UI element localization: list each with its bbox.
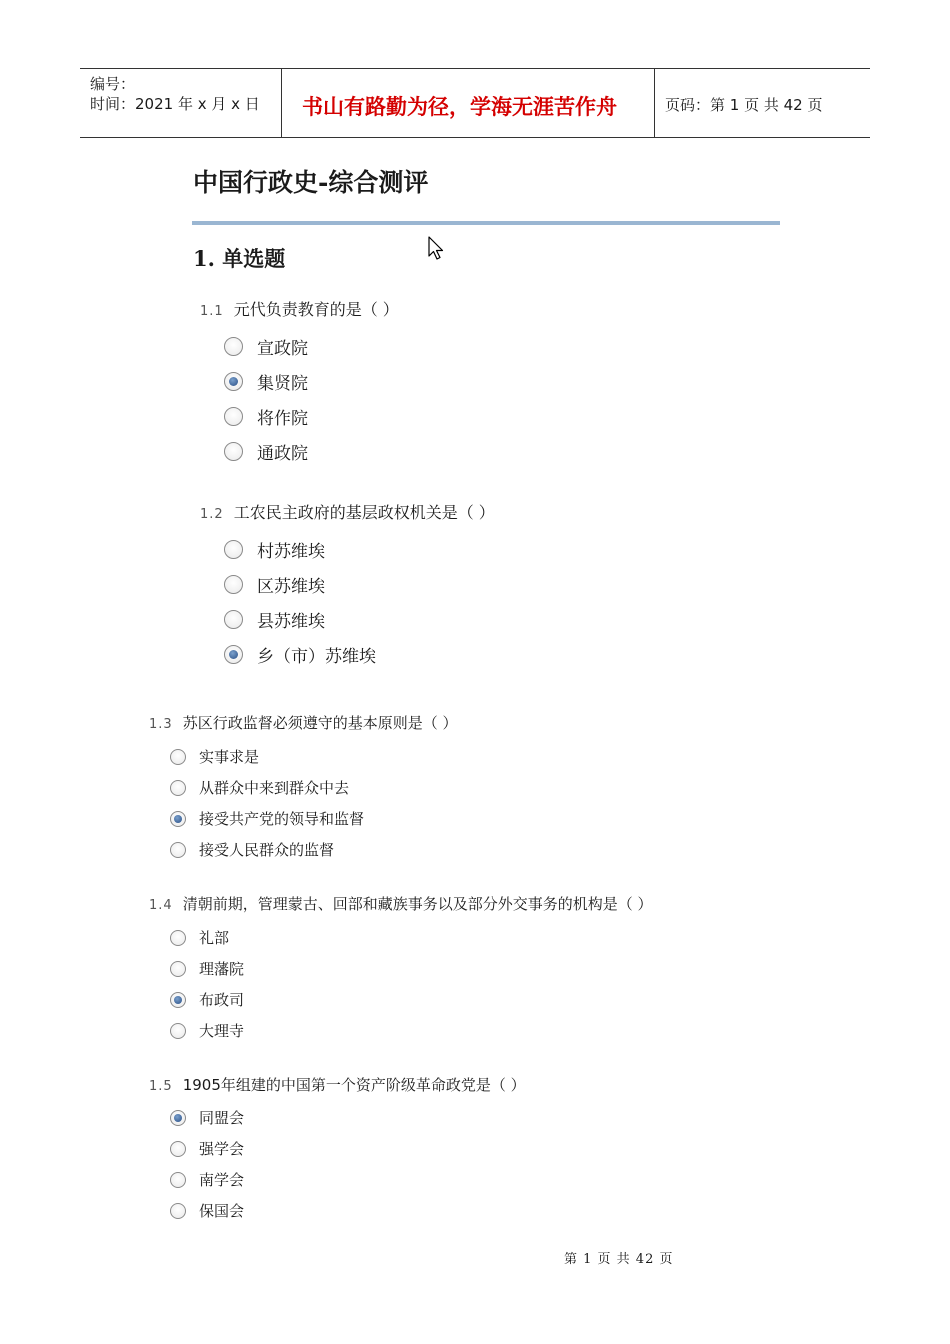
question-4-option-4[interactable] xyxy=(170,1020,244,1041)
question-1 xyxy=(200,297,399,320)
question-5-option-3[interactable] xyxy=(170,1169,244,1190)
question-4 xyxy=(149,893,652,914)
radio-unselected-icon[interactable] xyxy=(170,780,186,796)
document-date: 时间：2021 年 x 月 x 日 xyxy=(90,95,260,113)
question-number: 1.3 xyxy=(149,717,173,732)
option-label: 同盟会 xyxy=(199,1109,245,1127)
option-label: 保国会 xyxy=(199,1202,245,1220)
option-label: 乡（市）苏维埃 xyxy=(257,647,376,667)
radio-unselected-icon[interactable] xyxy=(170,1172,186,1188)
question-3-option-2[interactable] xyxy=(170,777,349,798)
page-title: 中国行政史-综合测评 xyxy=(193,168,429,197)
question-text: 工农民主政府的基层政权机关是（ ） xyxy=(233,503,495,522)
radio-selected-icon[interactable] xyxy=(224,372,243,391)
question-5 xyxy=(149,1074,526,1095)
page-info: 页码：第 1 页 共 42 页 xyxy=(665,96,823,114)
radio-unselected-icon[interactable] xyxy=(224,575,243,594)
option-label: 实事求是 xyxy=(199,748,260,766)
question-5-option-4[interactable] xyxy=(170,1200,244,1221)
question-2-option-3[interactable] xyxy=(224,607,325,632)
radio-unselected-icon[interactable] xyxy=(170,1203,186,1219)
question-1-option-3[interactable] xyxy=(224,404,308,429)
question-2-option-1[interactable] xyxy=(224,537,325,562)
option-label: 县苏维埃 xyxy=(257,612,325,632)
option-label: 接受人民群众的监督 xyxy=(199,841,335,859)
radio-unselected-icon[interactable] xyxy=(170,961,186,977)
option-label: 大理寺 xyxy=(199,1022,245,1040)
option-label: 接受共产党的领导和监督 xyxy=(199,810,365,828)
option-label: 从群众中来到群众中去 xyxy=(199,779,350,797)
radio-unselected-icon[interactable] xyxy=(224,610,243,629)
question-number: 1.2 xyxy=(200,507,224,522)
header-page-cell xyxy=(655,69,870,137)
radio-unselected-icon[interactable] xyxy=(170,1023,186,1039)
radio-selected-icon[interactable] xyxy=(170,1110,186,1126)
question-text: 1905年组建的中国第一个资产阶级革命政党是（ ） xyxy=(182,1076,526,1094)
radio-unselected-icon[interactable] xyxy=(170,1141,186,1157)
question-4-option-1[interactable] xyxy=(170,927,229,948)
question-5-option-1[interactable] xyxy=(170,1107,244,1128)
question-2 xyxy=(200,500,495,523)
question-4-option-2[interactable] xyxy=(170,958,244,979)
document-header xyxy=(80,68,870,138)
question-number: 1.5 xyxy=(149,1079,173,1094)
radio-unselected-icon[interactable] xyxy=(224,407,243,426)
question-number: 1.4 xyxy=(149,898,173,913)
radio-unselected-icon[interactable] xyxy=(224,442,243,461)
header-meta-cell xyxy=(80,69,282,137)
question-text: 元代负责教育的是（ ） xyxy=(233,300,399,319)
question-1-option-1[interactable] xyxy=(224,334,308,359)
question-1-option-2[interactable] xyxy=(224,369,308,394)
question-3-option-3[interactable] xyxy=(170,808,364,829)
question-1-option-4[interactable] xyxy=(224,439,308,464)
document-number-label: 编号： xyxy=(90,75,136,93)
title-divider xyxy=(192,221,780,225)
radio-selected-icon[interactable] xyxy=(170,992,186,1008)
radio-selected-icon[interactable] xyxy=(170,811,186,827)
question-number: 1.1 xyxy=(200,304,224,319)
question-text: 清朝前期，管理蒙古、回部和藏族事务以及部分外交事务的机构是（ ） xyxy=(182,895,653,913)
option-label: 布政司 xyxy=(199,991,245,1009)
option-label: 村苏维埃 xyxy=(257,542,325,562)
radio-unselected-icon[interactable] xyxy=(170,842,186,858)
radio-unselected-icon[interactable] xyxy=(224,337,243,356)
page-footer: 第 1 页 共 42 页 xyxy=(564,1252,674,1267)
option-label: 南学会 xyxy=(199,1171,245,1189)
question-3 xyxy=(149,712,457,733)
radio-unselected-icon[interactable] xyxy=(224,540,243,559)
option-label: 礼部 xyxy=(199,929,230,947)
radio-unselected-icon[interactable] xyxy=(170,930,186,946)
radio-selected-icon[interactable] xyxy=(224,645,243,664)
option-label: 理藩院 xyxy=(199,960,245,978)
question-2-option-4[interactable] xyxy=(224,642,376,667)
option-label: 集贤院 xyxy=(257,374,308,394)
question-text: 苏区行政监督必须遵守的基本原则是（ ） xyxy=(182,714,458,732)
motto: 书山有路勤为径，学海无涯苦作舟 xyxy=(302,94,617,119)
question-5-option-2[interactable] xyxy=(170,1138,244,1159)
option-label: 宣政院 xyxy=(257,339,308,359)
question-4-option-3[interactable] xyxy=(170,989,244,1010)
question-2-option-2[interactable] xyxy=(224,572,325,597)
section-heading: 1. 单选题 xyxy=(193,246,286,271)
radio-unselected-icon[interactable] xyxy=(170,749,186,765)
mouse-cursor-icon xyxy=(428,236,446,262)
option-label: 强学会 xyxy=(199,1140,245,1158)
option-label: 通政院 xyxy=(257,444,308,464)
header-motto-cell xyxy=(282,69,655,137)
option-label: 将作院 xyxy=(257,409,308,429)
question-3-option-4[interactable] xyxy=(170,839,334,860)
option-label: 区苏维埃 xyxy=(257,577,325,597)
question-3-option-1[interactable] xyxy=(170,746,259,767)
